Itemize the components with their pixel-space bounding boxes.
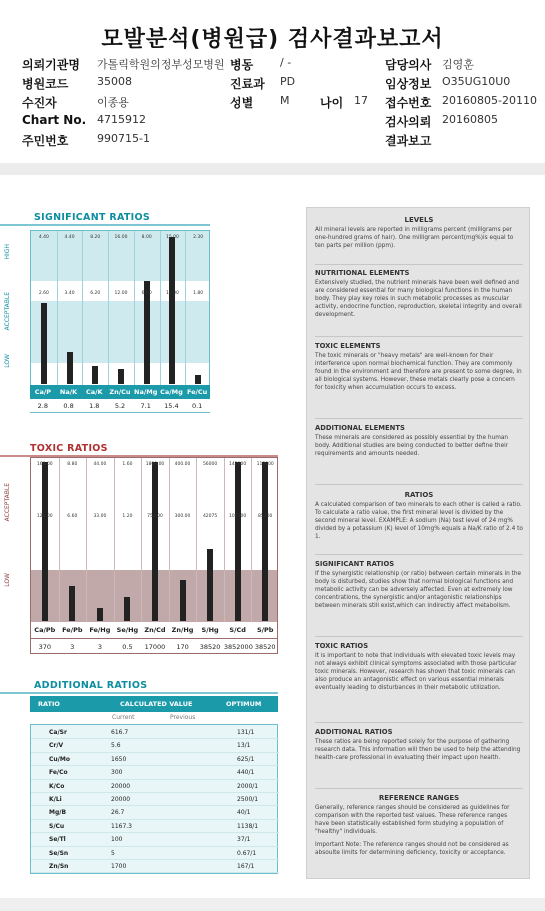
nutritional-text: Extensively studied, the nutrient minerals have been well defined and are considered essential for many biological functions in the human body. They play key roles in such metabolic processes as muscular activity, endocrine function, reproduction, skeletal integrity and overall development. — [315, 280, 522, 318]
toxic-ratio-label: Zn/Hg — [171, 626, 194, 634]
toxic-ratio-value: 38520 — [254, 643, 276, 651]
column-divider — [57, 231, 58, 386]
zone-label-low: LOW — [4, 354, 11, 368]
toxic-ratio-label: Fe/Hg — [89, 626, 111, 634]
optimum-value: 167/1 — [237, 863, 255, 870]
toxic-ratios-section — [0, 443, 300, 658]
toxic-ratio-bar — [180, 580, 186, 621]
note-divider — [315, 554, 523, 555]
sex-label: 성별 — [230, 96, 254, 110]
scale-label-mid: 6.20 — [90, 291, 101, 296]
scale-label-top: 113000 — [256, 462, 274, 467]
table-row — [31, 848, 279, 860]
significant-ratio-labels — [30, 385, 210, 399]
scale-label-top: 1800.00 — [145, 462, 165, 467]
scale-label-top: 4.40 — [38, 235, 49, 240]
additional-elements-note — [315, 424, 523, 458]
additional-ratios-title: ADDITIONAL RATIOS — [34, 680, 148, 691]
toxic-ratio-values — [30, 638, 278, 654]
header-row — [22, 94, 542, 112]
toxic-ratios-chart — [30, 457, 278, 622]
optimum-value: 131/1 — [237, 729, 255, 736]
toxic-ratio-bar — [152, 462, 158, 621]
toxic-ratio-value: 17000 — [144, 643, 166, 651]
significant-ratio-label: Ca/K — [85, 388, 103, 396]
table-row — [31, 807, 279, 819]
sub-previous: Previous — [170, 714, 196, 721]
optimum-value: 1138/1 — [237, 822, 259, 830]
current-value: 20000 — [111, 782, 131, 790]
optimum-value: 2500/1 — [237, 796, 259, 803]
additional-ratios-section — [0, 680, 300, 880]
current-value: 1700 — [111, 863, 127, 870]
significant-ratio-value: 2.8 — [37, 402, 49, 410]
header-row — [22, 132, 542, 150]
nutritional-heading: NUTRITIONAL ELEMENTS — [315, 269, 410, 277]
scale-label-mid: 2.60 — [38, 291, 49, 296]
scale-label-top: 142000 — [229, 462, 247, 467]
age-label: 나이 — [320, 96, 344, 110]
table-row — [31, 794, 279, 806]
additional-ratios-text: These ratios are being reported solely for the purpose of gathering research data. This information will then be used to help the attending health-care professional in evaluating their impact upon health. — [315, 739, 521, 761]
ward-value: / - — [280, 56, 292, 69]
toxic-ratios-text: It is important to note that individuals with elevated toxic levels may not always exhibit clinical symptoms associated with those particular toxic minerals. However, research has shown that toxic minerals can also produce an antagonistic effect on various essential minerals eventually leading to disturbances in their metabolic utilization. — [315, 653, 517, 691]
additional-elements-heading: ADDITIONAL ELEMENTS — [315, 424, 405, 432]
toxic-ratio-value: 3852000 — [223, 643, 253, 651]
separator-band — [0, 163, 545, 175]
zone-label-acceptable: ACCEPTABLE — [4, 483, 11, 522]
toxic-ratio-bar — [262, 462, 268, 621]
nutritional-note — [315, 269, 523, 319]
table-row — [31, 781, 279, 793]
toxic-ratio-value: 170 — [176, 643, 189, 651]
zone-label-low: LOW — [4, 573, 11, 587]
col-calculated-value: CALCULATED VALUE — [120, 700, 193, 708]
toxic-ratio-label: S/Pb — [256, 626, 274, 634]
explanation-panel — [306, 207, 530, 879]
column-divider — [108, 231, 109, 386]
significant-ratio-bar — [92, 366, 98, 384]
column-divider — [169, 458, 170, 623]
table-row — [31, 727, 279, 739]
footer-band — [0, 898, 545, 911]
column-divider — [59, 458, 60, 623]
scale-label-mid: 106500 — [229, 514, 247, 519]
significant-ratio-label: Ca/P — [34, 388, 51, 396]
zone-label-high: HIGH — [4, 244, 11, 260]
significant-ratios-heading: SIGNIFICANT RATIOS — [315, 560, 395, 568]
toxic-ratio-label: S/Hg — [201, 626, 219, 634]
current-value: 20000 — [111, 796, 131, 803]
significant-ratios-title: SIGNIFICANT RATIOS — [34, 212, 151, 223]
ratio-name: Mg/B — [49, 809, 67, 817]
optimum-value: 625/1 — [237, 755, 255, 763]
patient-header — [22, 56, 542, 152]
scale-label-mid: 33.00 — [93, 514, 107, 519]
toxic-elements-note — [315, 342, 523, 392]
ward-label: 병동 — [230, 58, 254, 72]
scale-label-mid: 1.20 — [122, 514, 133, 519]
zone-label-acceptable: ACCEPTABLE — [4, 292, 11, 331]
sex-value: M — [280, 94, 290, 107]
scale-label-top: 16.00 — [114, 235, 128, 240]
toxic-elements-heading: TOXIC ELEMENTS — [315, 342, 381, 350]
doctor-label: 담당의사 — [385, 58, 432, 72]
institution-label: 의뢰기관명 — [22, 58, 80, 72]
scale-label-mid: 3.40 — [64, 291, 75, 296]
scale-label-mid: 6.00 — [141, 291, 152, 296]
toxic-ratio-value: 370 — [38, 643, 51, 651]
ratio-name: Ca/Sr — [49, 729, 67, 736]
column-divider — [185, 231, 186, 386]
scale-label-mid: 126.00 — [36, 514, 53, 519]
significant-ratio-label: Na/Mg — [134, 388, 158, 396]
levels-heading: LEVELS — [404, 216, 434, 224]
current-value: 300 — [111, 769, 123, 777]
scale-label-top: 168.00 — [36, 462, 53, 467]
significant-ratio-value: 0.8 — [63, 402, 74, 410]
ratios-text: A calculated comparison of two minerals to each other is called a ratio. To calculate a ratio value, the first mineral level is divided by the second mineral level. EXAMPLE: A sodium (Na) test level of 24 mg% divided by a potassium (K) level of 10mg% equals a Na/K ratio of 2.4 to 1. — [315, 502, 523, 540]
toxic-ratio-bar — [124, 597, 130, 621]
reference-ranges-heading: REFERENCE RANGES — [378, 794, 460, 802]
department-value: PD — [280, 75, 296, 88]
table-row — [31, 834, 279, 846]
current-value: 5.6 — [111, 742, 121, 750]
resident-no-label: 주민번호 — [22, 134, 69, 148]
col-ratio: RATIO — [38, 700, 60, 708]
significant-ratio-label: Ca/Mg — [160, 388, 183, 396]
additional-elements-text: These minerals are considered as possibly essential by the human body. Additional studies are being conducted to better define their requirements and amounts needed. — [315, 435, 509, 457]
section-rule — [0, 692, 278, 694]
toxic-ratios-note — [315, 642, 523, 692]
scale-label-top: 2.30 — [193, 235, 204, 240]
ratio-name: Se/Sn — [49, 849, 69, 857]
request-date-value: 20160805 — [442, 113, 498, 126]
clinical-info-label: 임상정보 — [385, 77, 432, 91]
reference-ranges-text: Generally, reference ranges should be considered as guidelines for comparison with the reported test values. These reference ranges have been statistically established form studying a population of "healthy" individuals. — [315, 805, 510, 835]
ratio-name: K/Co — [49, 782, 65, 790]
section-rule — [0, 224, 210, 226]
column-divider — [134, 231, 135, 386]
levels-text: All mineral levels are reported in milligrams percent (milligrams per one-hundred grams of hair). One milligram percent(mg%)is equal to ten parts per million (ppm). — [315, 227, 514, 249]
toxic-ratio-bar — [69, 586, 75, 621]
header-row — [22, 75, 542, 93]
ratios-note — [315, 491, 523, 541]
ratios-heading: RATIOS — [404, 491, 434, 499]
significant-ratio-value: 5.2 — [114, 402, 126, 410]
scale-label-mid: 1.80 — [193, 291, 204, 296]
header-row — [22, 113, 542, 131]
ratio-name: Cr/V — [49, 742, 64, 750]
optimum-value: 40/1 — [237, 809, 251, 817]
toxic-ratio-value: 3 — [70, 643, 75, 651]
scale-label-mid: 300.00 — [174, 514, 191, 519]
toxic-ratio-label: Se/Hg — [116, 626, 139, 634]
toxic-ratio-bar — [42, 462, 48, 621]
scale-label-top: 8.00 — [141, 235, 152, 240]
column-divider — [196, 458, 197, 623]
current-value: 616.7 — [111, 729, 129, 736]
optimum-value: 440/1 — [237, 769, 255, 777]
additional-ratios-subheader — [30, 712, 278, 724]
current-value: 100 — [111, 836, 123, 844]
scale-label-mid: 6.60 — [67, 514, 78, 519]
significant-ratio-label: Zn/Cu — [109, 388, 131, 396]
significant-ratios-section — [0, 212, 300, 442]
additional-ratios-header — [30, 696, 278, 712]
toxic-ratios-heading: TOXIC RATIOS — [315, 642, 369, 650]
optimum-value: 37/1 — [237, 836, 251, 844]
significant-ratio-bar — [41, 303, 47, 384]
optimum-value: 2000/1 — [237, 782, 259, 790]
toxic-ratio-bar — [207, 549, 213, 621]
ratio-name: S/Cu — [49, 822, 65, 830]
note-divider — [315, 264, 523, 265]
toxic-ratio-labels — [30, 622, 278, 638]
significant-ratio-label: Fe/Cu — [186, 388, 208, 396]
toxic-ratio-bar — [97, 608, 103, 621]
significant-ratio-value: 15.4 — [164, 402, 179, 410]
column-divider — [224, 458, 225, 623]
toxic-ratio-label: Zn/Cd — [144, 626, 166, 634]
toxic-ratio-bar — [235, 462, 241, 621]
column-divider — [82, 231, 83, 386]
column-divider — [160, 231, 161, 386]
table-row — [31, 754, 279, 766]
ratio-name: K/Li — [49, 796, 62, 803]
toxic-ratio-label: S/Cd — [229, 626, 246, 634]
current-value: 1650 — [111, 755, 127, 763]
age-value: 17 — [354, 94, 368, 107]
report-title: 모발분석(병원급) 검사결과보고서 — [101, 27, 444, 52]
chart-no-value: 4715912 — [97, 113, 146, 126]
scale-label-top: 8.20 — [90, 235, 101, 240]
request-date-label: 검사의뢰 — [385, 115, 432, 129]
ratio-name: Cu/Mo — [49, 755, 70, 763]
scale-label-mid: 750.00 — [147, 514, 163, 519]
sub-current: Current — [112, 714, 135, 721]
hospital-code-value: 35008 — [97, 75, 132, 88]
table-row — [31, 767, 279, 779]
table-row — [31, 740, 279, 752]
scale-label-top: 400.00 — [174, 462, 191, 467]
significant-ratio-values — [30, 399, 210, 413]
ratio-name: Zn/Sn — [49, 863, 69, 870]
column-divider — [86, 458, 87, 623]
patient-name-value: 이종용 — [97, 96, 129, 109]
column-divider — [114, 458, 115, 623]
current-value: 26.7 — [111, 809, 125, 817]
toxic-ratio-value: 0.5 — [122, 643, 133, 651]
report-date-label: 결과보고 — [385, 134, 432, 148]
department-label: 진료과 — [230, 77, 265, 91]
toxic-elements-text: The toxic minerals or "heavy metals" are well-known for their interference upon normal biochemical function. They are commonly found in the environment and therefore are present to some degree, in all biological systems. However, these metals clearly pose a concern for toxicity when accumulation occurs to excess. — [315, 353, 522, 391]
table-row — [31, 861, 279, 873]
significant-ratios-note — [315, 560, 523, 610]
scale-label-top: 15.00 — [165, 235, 179, 240]
note-divider — [315, 336, 523, 337]
significant-ratio-value: 7.1 — [140, 402, 151, 410]
ratio-name: Fe/Co — [49, 769, 68, 777]
significant-ratio-bar — [195, 375, 201, 384]
column-divider — [251, 458, 252, 623]
note-divider — [315, 418, 523, 419]
important-note-text: Important Note: The reference ranges should not be considered as absoulte limits for determining deficiency, toxicity or acceptance. — [315, 842, 509, 856]
clinical-info-value: O35UG10U0 — [442, 75, 511, 88]
toxic-ratio-value: 38520 — [199, 643, 221, 651]
col-optimum: OPTIMUM — [226, 700, 262, 708]
current-value: 5 — [111, 849, 115, 857]
additional-ratios-table — [30, 724, 278, 874]
scale-label-mid: 12.00 — [114, 291, 128, 296]
note-divider — [315, 636, 523, 637]
scale-label-mid: 11.00 — [165, 291, 179, 296]
receipt-no-label: 접수번호 — [385, 96, 432, 110]
toxic-ratio-label: Ca/Pb — [34, 626, 56, 634]
optimum-value: 0.67/1 — [237, 849, 257, 857]
note-divider — [315, 788, 523, 789]
doctor-value: 김영훈 — [442, 58, 474, 71]
scale-label-mid: 85000 — [258, 514, 273, 519]
ratio-name: Se/Tl — [49, 836, 66, 844]
scale-label-mid: 42075 — [202, 514, 218, 519]
scale-label-top: 4.40 — [64, 235, 75, 240]
significant-ratios-chart — [30, 230, 210, 385]
significant-ratio-bar — [118, 369, 124, 384]
header-row — [22, 56, 542, 74]
significant-ratio-bar — [144, 281, 150, 384]
additional-ratios-note — [315, 728, 523, 762]
current-value: 1167.3 — [111, 822, 132, 830]
significant-ratio-bar — [67, 352, 73, 384]
significant-ratio-label: Na/K — [59, 388, 78, 396]
toxic-ratio-label: Fe/Pb — [62, 626, 83, 634]
hospital-code-label: 병원코드 — [22, 77, 69, 91]
reference-ranges-note — [315, 794, 523, 857]
resident-no-value: 990715-1 — [97, 132, 150, 145]
note-divider — [315, 722, 523, 723]
levels-note — [315, 216, 523, 250]
receipt-no-value: 20160805-20110 — [442, 94, 537, 107]
table-row — [31, 821, 279, 833]
significant-ratio-bar — [169, 237, 175, 384]
note-divider — [315, 484, 523, 485]
patient-name-label: 수진자 — [22, 96, 57, 110]
scale-label-top: 8.80 — [67, 462, 78, 467]
toxic-ratios-title: TOXIC RATIOS — [30, 443, 108, 454]
optimum-value: 13/1 — [237, 742, 251, 750]
institution-value: 가톨릭학원의정부성모병원 — [97, 58, 225, 71]
significant-ratios-text: If the synergistic relationship (or ratio) between certain minerals in the body is disturbed, studies show that normal biological functions and metabolic activity can be adversely affected. Even at extremely low concentrations, the synergistic and/or antagonistic relationships between minerals still exist,which can indirectly affect metabolism. — [315, 571, 522, 609]
toxic-ratio-value: 3 — [97, 643, 102, 651]
significant-ratio-value: 0.1 — [191, 402, 203, 410]
scale-label-top: 44.00 — [93, 462, 107, 467]
significant-ratio-value: 1.8 — [89, 402, 100, 410]
additional-ratios-heading: ADDITIONAL RATIOS — [315, 728, 393, 736]
chart-no-label: Chart No. — [22, 113, 87, 127]
scale-label-top: 56000 — [202, 462, 218, 467]
scale-label-top: 1.60 — [122, 462, 133, 467]
column-divider — [141, 458, 142, 623]
